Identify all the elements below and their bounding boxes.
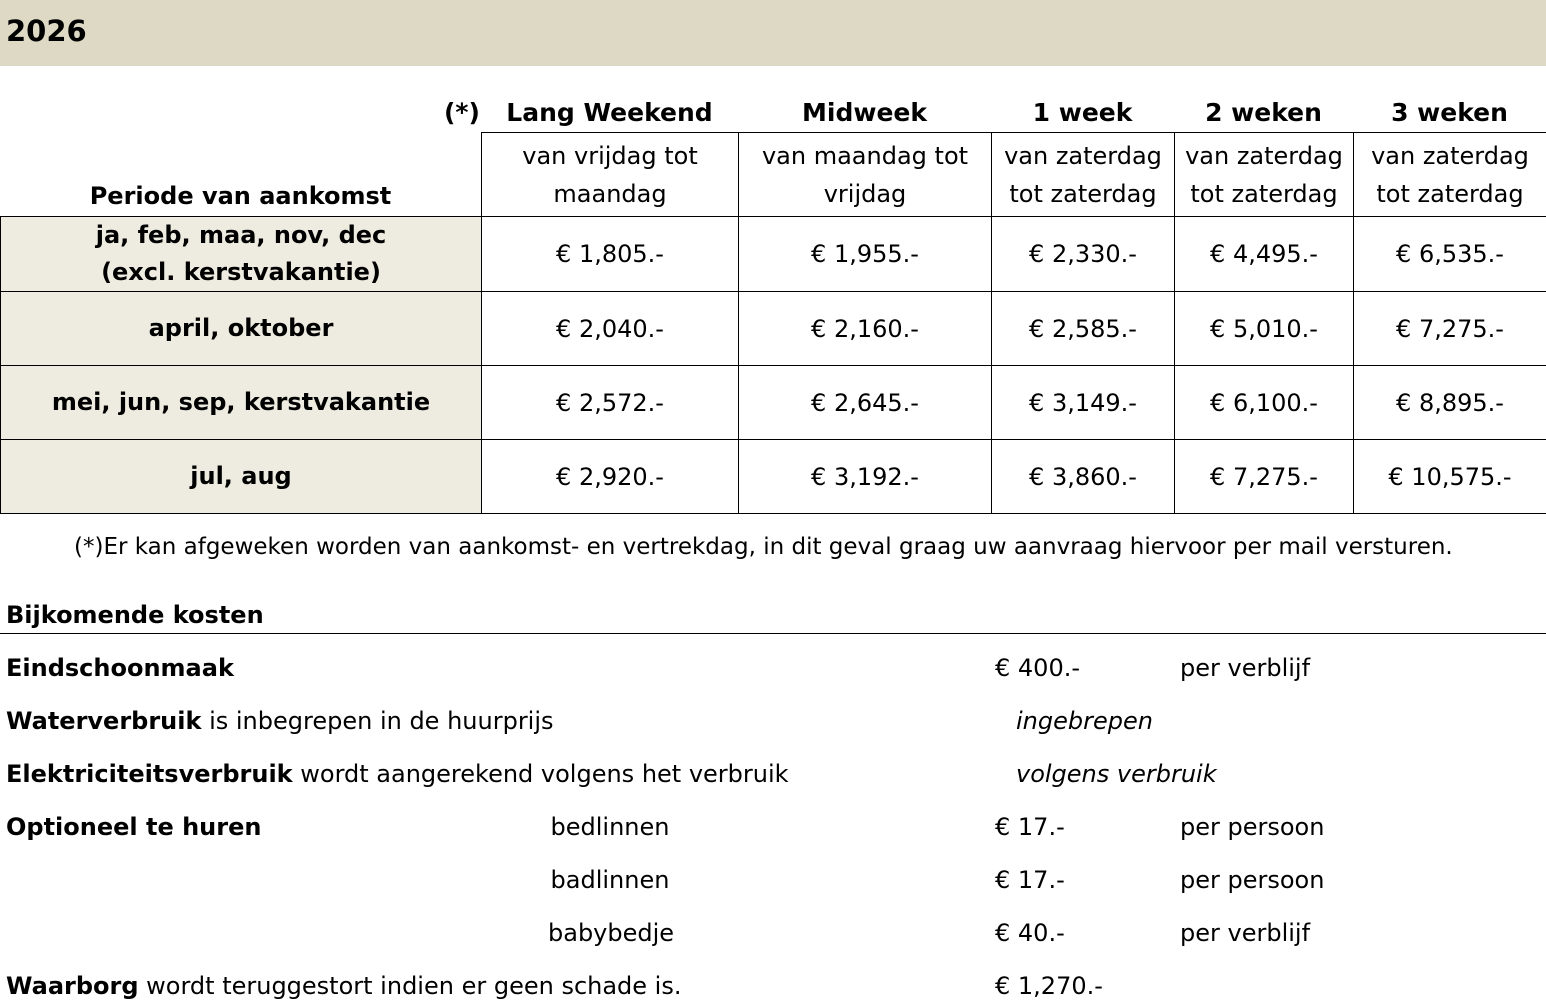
- cost-unit: per persoon: [1180, 866, 1325, 894]
- price-cell: € 2,160.-: [739, 292, 992, 366]
- column-title-midweek: Midweek: [802, 98, 927, 127]
- cost-row-deposit: [0, 972, 1546, 1005]
- cost-row-cleaning: [0, 654, 1546, 694]
- year-header-bar: [0, 0, 1546, 66]
- price-cell: € 8,895.-: [1354, 366, 1546, 440]
- column-title-3-weken: 3 weken: [1391, 98, 1508, 127]
- cost-row-optional-badlinnen: [0, 866, 1546, 906]
- price-cell: € 7,275.-: [1354, 292, 1546, 366]
- year-title: 2026: [6, 14, 87, 48]
- cost-description: wordt aangerekend volgens het verbruik: [292, 760, 789, 788]
- price-cell: € 3,149.-: [992, 366, 1175, 440]
- cost-price: € 17.-: [995, 866, 1065, 894]
- cost-unit: per verblijf: [1180, 654, 1311, 682]
- cost-row-water: [0, 707, 1546, 747]
- period-cell: april, oktober: [1, 292, 482, 366]
- footnote-marker: (*): [444, 98, 480, 127]
- table-row: [1, 217, 1546, 292]
- cost-price: € 40.-: [995, 919, 1065, 947]
- price-cell: € 6,100.-: [1175, 366, 1354, 440]
- column-subtitle: van vrijdag tot maandag: [482, 133, 739, 217]
- cost-row-optional-babybedje: [0, 919, 1546, 959]
- column-subtitle: van zaterdag tot zaterdag: [992, 133, 1175, 217]
- column-title-lang-weekend: Lang Weekend: [506, 98, 713, 127]
- cost-unit: per verblijf: [1180, 919, 1311, 947]
- cost-description: is inbegrepen in de huurprijs: [201, 707, 554, 735]
- cost-description: wordt teruggestort indien er geen schade is.: [138, 972, 682, 1000]
- cost-price: € 1,270.-: [995, 972, 1103, 1000]
- column-subtitle: van maandag tot vrijdag: [739, 133, 992, 217]
- price-cell: € 2,645.-: [739, 366, 992, 440]
- cost-unit: per persoon: [1180, 813, 1325, 841]
- price-cell: € 2,585.-: [992, 292, 1175, 366]
- price-cell: € 1,955.-: [739, 217, 992, 292]
- footnote-text: (*)Er kan afgeweken worden van aankomst- en vertrekdag, in dit geval graag uw aanvraag hiervoor per mail versturen.: [74, 534, 1453, 560]
- cost-price: € 17.-: [995, 813, 1065, 841]
- price-cell: € 2,040.-: [482, 292, 739, 366]
- period-cell: jul, aug: [1, 440, 482, 514]
- table-row: [1, 292, 1546, 366]
- additional-costs-title: Bijkomende kosten: [6, 601, 264, 629]
- price-table: [0, 132, 1546, 514]
- cost-note: volgens verbruik: [1016, 760, 1217, 788]
- cost-label: Elektriciteitsverbruik: [6, 760, 293, 788]
- price-cell: € 1,805.-: [482, 217, 739, 292]
- price-cell: € 2,572.-: [482, 366, 739, 440]
- price-cell: € 3,860.-: [992, 440, 1175, 514]
- cost-price: € 400.-: [995, 654, 1080, 682]
- price-cell: € 4,495.-: [1175, 217, 1354, 292]
- cost-label: Waarborg: [6, 972, 139, 1000]
- period-cell: ja, feb, maa, nov, dec (excl. kerstvakantie): [1, 217, 482, 292]
- cost-label: Optioneel te huren: [6, 813, 262, 841]
- cost-note: ingebrepen: [1016, 707, 1153, 735]
- table-row: [1, 440, 1546, 514]
- price-cell: € 10,575.-: [1354, 440, 1546, 514]
- optional-item-name: bedlinnen: [550, 813, 670, 841]
- table-subheader-row: [1, 133, 1546, 217]
- optional-item-name: babybedje: [548, 919, 675, 947]
- column-title-2-weken: 2 weken: [1205, 98, 1322, 127]
- price-cell: € 6,535.-: [1354, 217, 1546, 292]
- table-row: [1, 366, 1546, 440]
- price-cell: € 2,920.-: [482, 440, 739, 514]
- price-cell: € 7,275.-: [1175, 440, 1354, 514]
- period-cell: mei, jun, sep, kerstvakantie: [1, 366, 482, 440]
- price-cell: € 5,010.-: [1175, 292, 1354, 366]
- cost-label: Waterverbruik: [6, 707, 202, 735]
- price-cell: € 3,192.-: [739, 440, 992, 514]
- period-header: Periode van aankomst: [89, 182, 392, 210]
- column-title-1-week: 1 week: [1032, 98, 1133, 127]
- cost-label: Eindschoonmaak: [6, 654, 234, 682]
- price-cell: € 2,330.-: [992, 217, 1175, 292]
- optional-item-name: badlinnen: [550, 866, 670, 894]
- cost-row-electricity: [0, 760, 1546, 800]
- column-subtitle: van zaterdag tot zaterdag: [1354, 133, 1546, 217]
- cost-row-optional-bedlinnen: [0, 813, 1546, 853]
- header-blank-cell: [1, 133, 482, 217]
- section-divider: [0, 633, 1546, 634]
- column-subtitle: van zaterdag tot zaterdag: [1175, 133, 1354, 217]
